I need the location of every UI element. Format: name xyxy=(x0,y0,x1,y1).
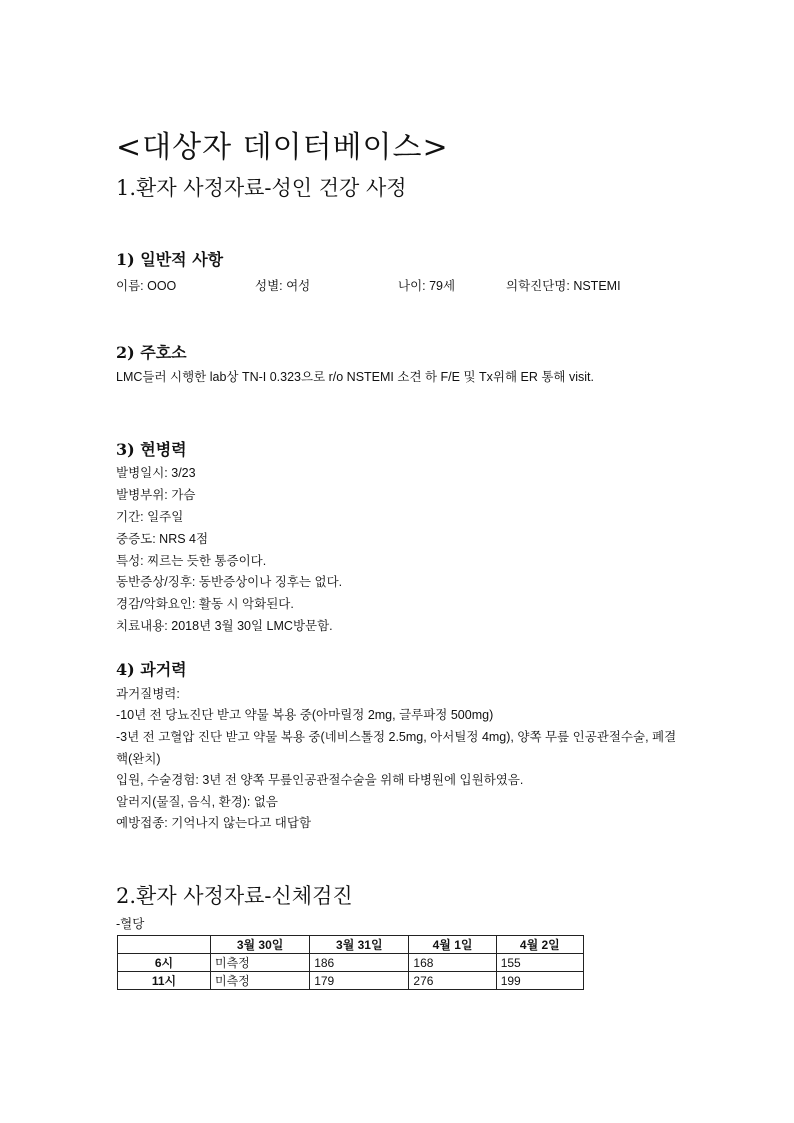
present-illness-line: 치료내용: 2018년 3월 30일 LMC방문함. xyxy=(116,619,333,633)
past-history-line: -10년 전 당뇨진단 받고 약물 복용 중(아마릴정 2mg, 글루파정 500mg) xyxy=(116,708,494,722)
chief-complaint-heading: 2) 주호소 xyxy=(116,343,187,362)
present-illness-line: 발병일시: 3/23 xyxy=(116,466,196,480)
row-label: 11시 xyxy=(118,972,211,990)
table-row xyxy=(118,954,584,972)
patient-diagnosis: 의학진단명: NSTEMI xyxy=(506,279,621,293)
present-illness-line: 특성: 찌르는 듯한 통증이다. xyxy=(116,554,267,568)
present-illness-heading: 3) 현병력 xyxy=(116,440,187,459)
patient-sex: 성별: 여성 xyxy=(255,279,311,293)
blood-sugar-label: -혈당 xyxy=(116,917,145,931)
table-cell: 168 xyxy=(409,954,496,972)
table-cell: 276 xyxy=(409,972,496,990)
table-header-cell: 3월 30일 xyxy=(211,936,310,954)
past-history-line: 과거질병력: xyxy=(116,687,180,701)
blood-sugar-table xyxy=(117,935,584,990)
patient-age: 나이: 79세 xyxy=(398,279,456,293)
patient-name: 이름: OOO xyxy=(116,279,177,293)
present-illness-line: 경감/악화요인: 활동 시 악화된다. xyxy=(116,597,294,611)
table-cell: 199 xyxy=(496,972,583,990)
table-header-cell: 4월 2일 xyxy=(496,936,583,954)
past-history-line: -3년 전 고혈압 진단 받고 약물 복용 중(네비스톨정 2.5mg, 아서틸정 4mg), 양쪽 무릎 인공관절수술, 폐결핵(완치) xyxy=(116,730,677,766)
past-history-line: 입원, 수술경험: 3년 전 양쪽 무릎인공관절수술을 위해 타병원에 입원하였음. xyxy=(116,773,524,787)
table-header-row xyxy=(118,936,584,954)
table-header-cell: 4월 1일 xyxy=(409,936,496,954)
past-history-line: 알러지(물질, 음식, 환경): 없음 xyxy=(116,795,278,809)
table-row xyxy=(118,972,584,990)
present-illness-line: 발병부위: 가슴 xyxy=(116,488,196,502)
document-title: <대상자 데이터베이스> xyxy=(116,130,449,165)
past-history-heading: 4) 과거력 xyxy=(116,660,187,679)
section2-heading: 2.환자 사정자료-신체검진 xyxy=(116,884,353,908)
table-cell: 186 xyxy=(310,954,409,972)
general-heading: 1) 일반적 사항 xyxy=(116,250,224,269)
present-illness-line: 기간: 일주일 xyxy=(116,510,184,524)
present-illness-line: 동반증상/징후: 동반증상이나 징후는 없다. xyxy=(116,575,343,589)
table-cell: 미측정 xyxy=(211,954,310,972)
table-header-cell: 3월 31일 xyxy=(310,936,409,954)
table-cell: 179 xyxy=(310,972,409,990)
chief-complaint-text: LMC들러 시행한 lab상 TN-I 0.323으로 r/o NSTEMI 소견 하 F/E 및 Tx위해 ER 통해 visit. xyxy=(116,370,594,384)
row-label: 6시 xyxy=(118,954,211,972)
table-header-cell xyxy=(118,936,211,954)
table-cell: 미측정 xyxy=(211,972,310,990)
past-history-line: 예방접종: 기억나지 않는다고 대답함 xyxy=(116,816,312,830)
table-cell: 155 xyxy=(496,954,583,972)
section1-heading: 1.환자 사정자료-성인 건강 사정 xyxy=(116,176,407,200)
present-illness-line: 중증도: NRS 4점 xyxy=(116,532,209,546)
